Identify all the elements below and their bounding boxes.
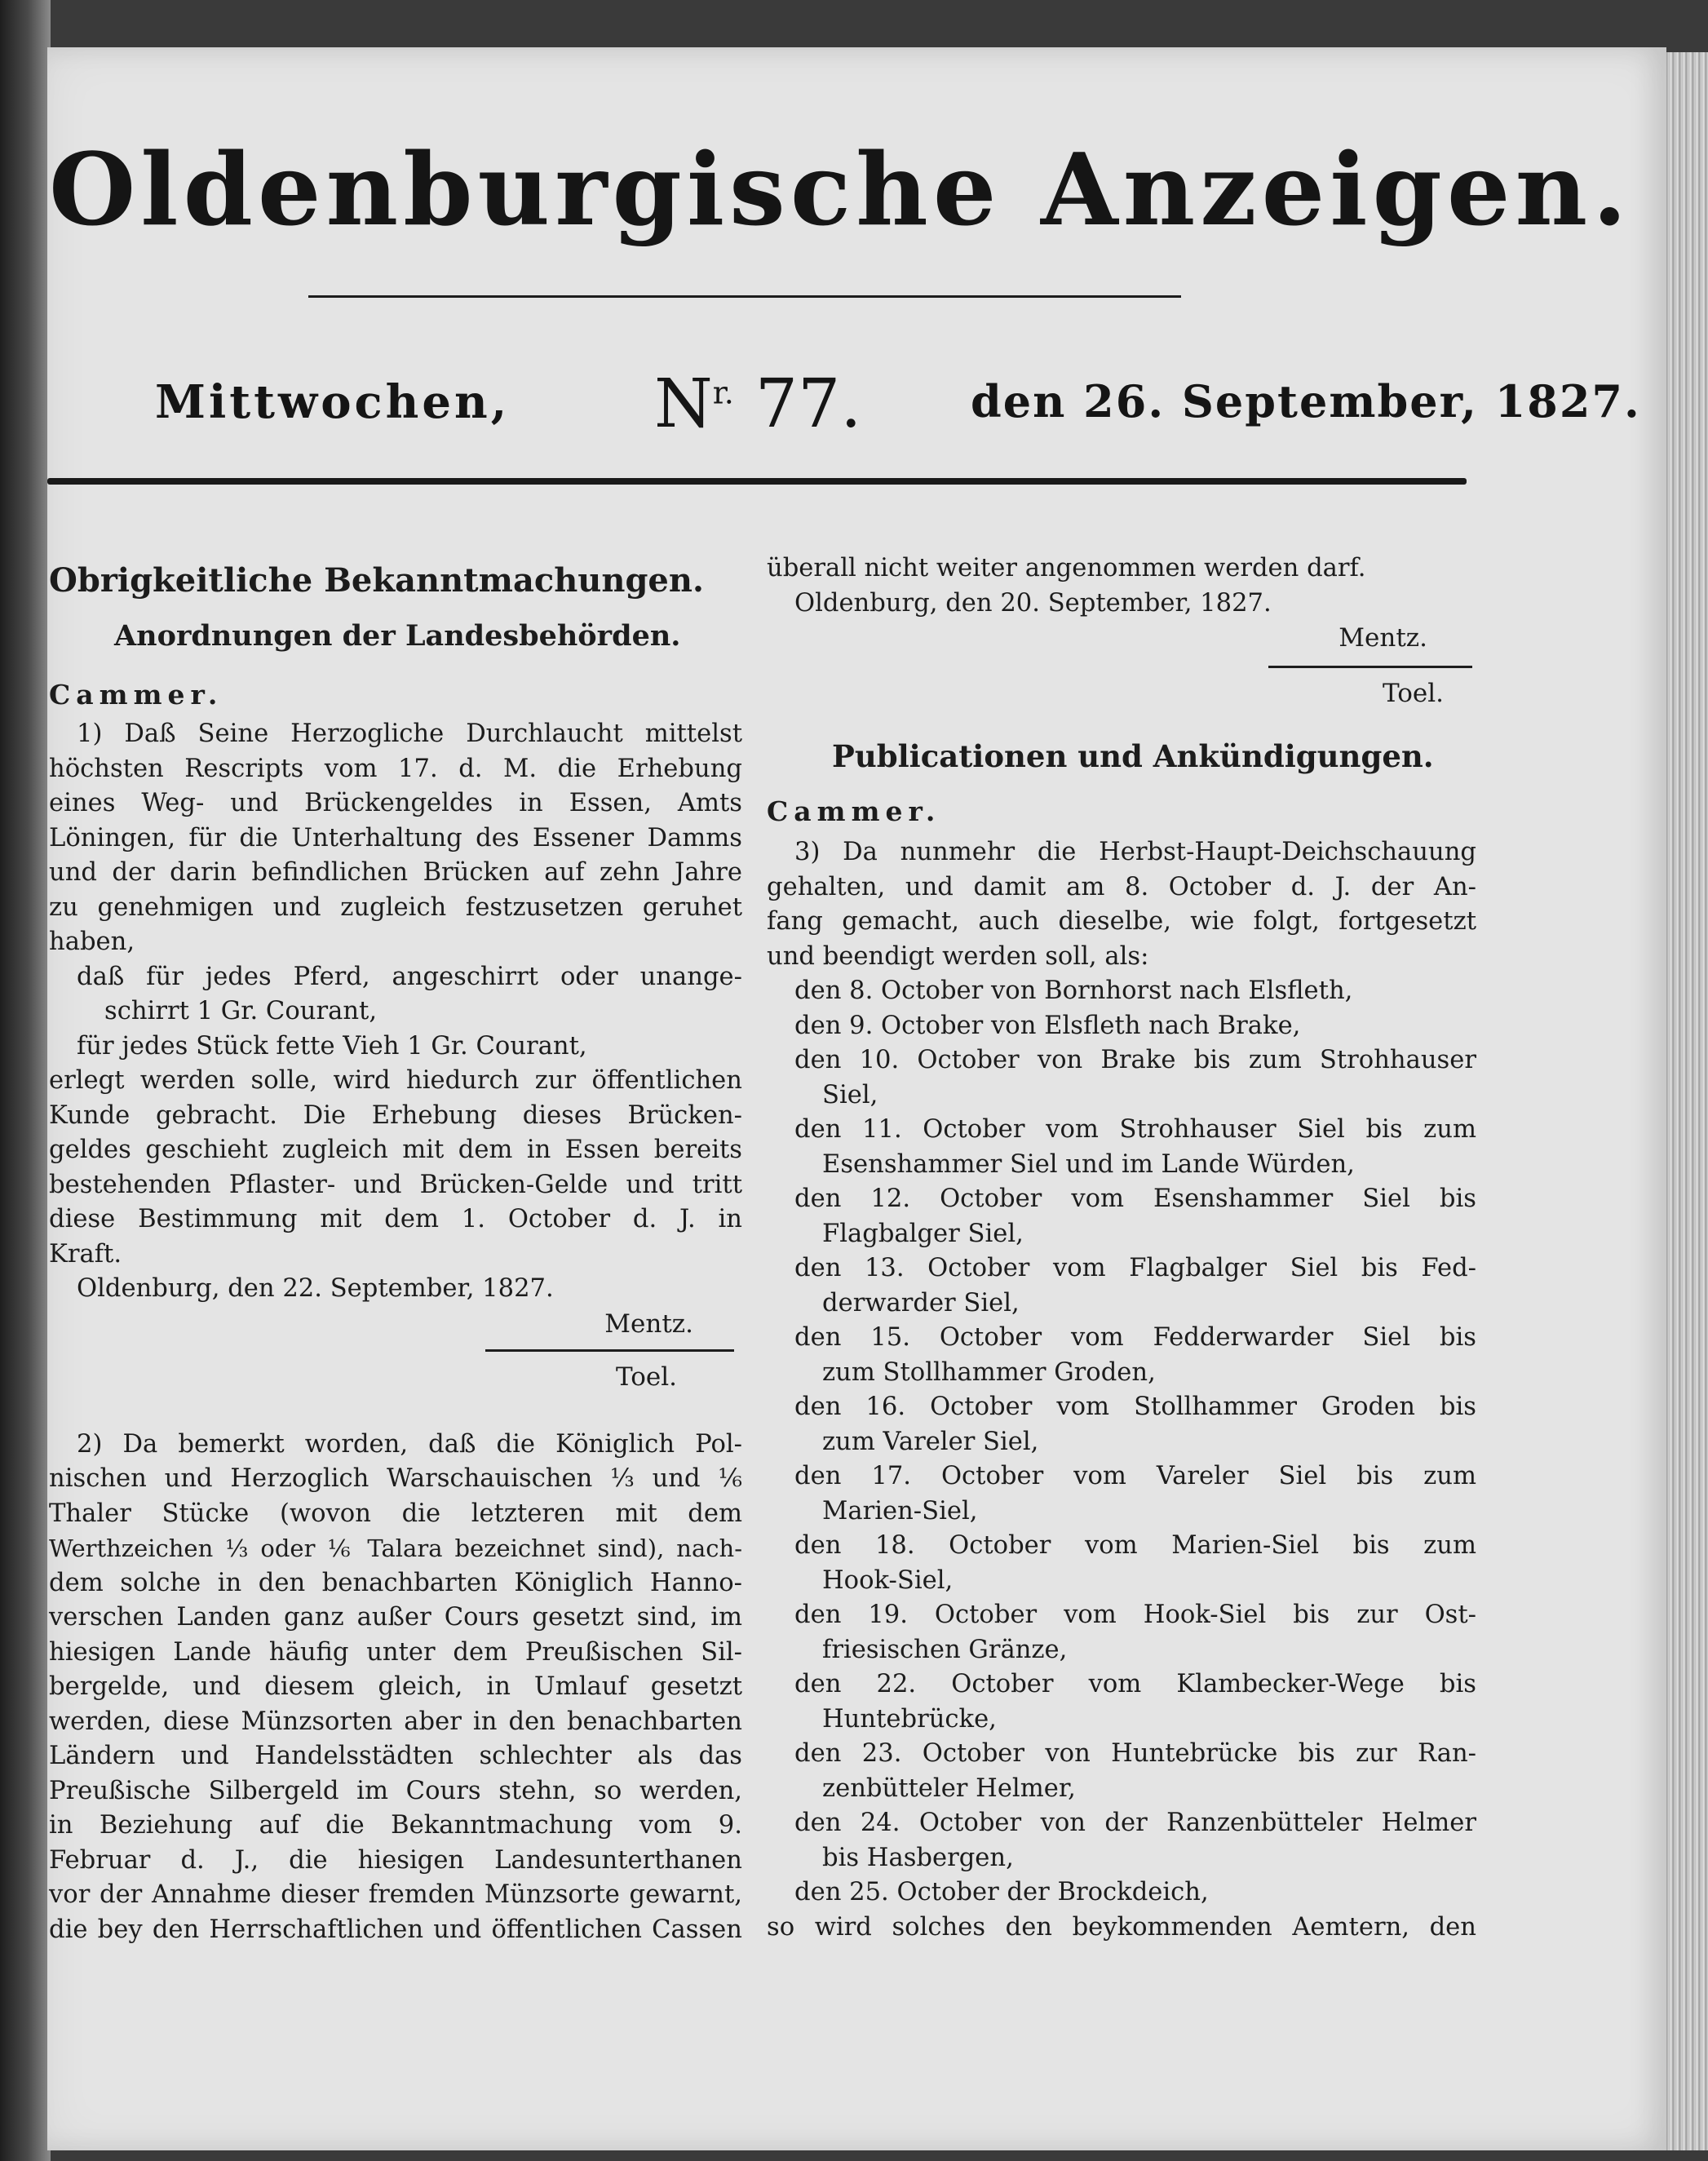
issue-line [155,365,1641,443]
notice-line: werden, diese Münzsorten aber in den benachbarten [49,1707,742,1736]
schedule-entry: den 23. October von Huntebrücke bis zur Ran- [794,1739,1476,1768]
place-date-right: Oldenburg, den 20. September, 1827. [794,588,1272,618]
notice-line: Thaler Stücke (wovon die letzteren mit dem [49,1499,742,1528]
section-title-official: Obrigkeitliche Bekanntmachungen. [49,561,704,600]
schedule-entry: den 13. October vom Flagbalger Siel bis Fed- [794,1254,1476,1282]
signer-mentz: Mentz. [604,1309,693,1339]
signature-rule [485,1349,734,1352]
notice-line: Februar d. J., die hiesigen Landesunterthanen [49,1845,742,1875]
notice-line: und beendigt werden soll, als: [767,941,1149,971]
notice-line: haben, [49,928,135,956]
schedule-entry: den 16. October vom Stollhammer Groden bis [794,1393,1476,1421]
signature-rule-right [1268,666,1472,668]
schedule-entry: den 22. October vom Klambecker-Wege bis [794,1670,1476,1698]
schedule-entry-continuation: Esenshammer Siel und im Lande Würden, [822,1149,1355,1179]
right-column [767,551,1476,1945]
signer-toel: Toel. [615,1362,677,1392]
schedule-entry-continuation: Siel, [822,1080,878,1109]
notice-line: erlegt werden solle, wird hiedurch zur öffentlichen [49,1066,742,1095]
continuation-line: überall nicht weiter angenommen werden darf. [767,554,1366,582]
notice-list-line: daß für jedes Pferd, angeschirrt oder unange- [77,962,742,991]
notice-line: 3) Da nunmehr die Herbst-Haupt-Deichschauung [794,838,1476,866]
schedule-entry: den 17. October vom Vareler Siel bis zum [794,1462,1476,1490]
notice-line: Kunde gebracht. Die Erhebung dieses Brücken- [49,1100,742,1130]
notice-line: Werthzeichen ⅓ oder ⅙ Talara bezeichnet sind), nach- [49,1534,742,1562]
signer-toel-right: Toel. [1382,678,1444,708]
notice-line: die bey den Herrschaftlichen und öffentlichen Cassen [49,1915,742,1944]
schedule-entry: den 8. October von Bornhorst nach Elsfleth, [794,976,1353,1005]
schedule-entry: den 25. October der Brockdeich, [794,1878,1209,1906]
schedule-entry: den 12. October vom Esenshammer Siel bis [794,1185,1476,1213]
schedule-entry: den 15. October vom Fedderwarder Siel bis [794,1323,1476,1352]
notice-line: hiesigen Lande häufig unter dem Preußischen Sil- [49,1637,742,1667]
notice-line: 2) Da bemerkt worden, daß die Königlich Pol- [77,1429,742,1459]
notice-line: verschen Landen ganz außer Cours gesetzt sind, im [49,1603,742,1632]
schedule-entry-continuation: bis Hasbergen, [822,1843,1014,1872]
notice-line: geldes geschieht zugleich mit dem in Essen bereits [49,1136,742,1164]
schedule-entry: den 11. October vom Strohhauser Siel bis zum [794,1115,1476,1144]
signer-mentz-right: Mentz. [1339,623,1427,653]
issue-number [654,365,861,443]
section-title-publications: Publicationen und Ankündigungen. [832,738,1434,774]
schedule-entry-continuation: Huntebrücke, [822,1704,997,1734]
notice-line: bestehenden Pflaster- und Brücken-Gelde und tritt [49,1170,742,1199]
notice-list-line: für jedes Stück fette Vieh 1 Gr. Courant, [77,1031,587,1061]
notice-line: nischen und Herzoglich Warschauischen ⅓ und ⅙ [49,1464,742,1493]
schedule-entry: den 19. October vom Hook-Siel bis zur Ost- [794,1601,1476,1629]
schedule-entry-continuation: Marien-Siel, [822,1496,978,1526]
kammer-heading-right: Cammer. [767,795,941,827]
inspection-schedule [767,974,1476,1911]
masthead-rule [308,295,1181,298]
schedule-entry-continuation: zenbütteler Helmer, [822,1774,1076,1803]
notice-line: bergelde, und diesem gleich, in Umlauf gesetzt [49,1672,742,1701]
notice-line: dem solche in den benachbarten Königlich Hanno- [49,1568,742,1597]
header-divider [47,478,1467,485]
schedule-entry-continuation: friesischen Gränze, [822,1635,1068,1664]
notice-line: Ländern und Handelsstädten schlechter als das [49,1742,742,1770]
issue-date: den 26. September, 1827. [971,375,1641,427]
place-date-1: Oldenburg, den 22. September, 1827. [77,1274,554,1303]
schedule-entry-continuation: zum Stollhammer Groden, [822,1357,1156,1387]
notice-1 [49,717,742,1395]
number-sup: r. [712,374,734,411]
number-prefix: N [654,365,713,443]
book-spine [0,0,51,2161]
notice-line: Kraft. [49,1239,122,1269]
issue-weekday: Mittwochen, [155,375,511,429]
schedule-entry-continuation: Flagbalger Siel, [822,1219,1024,1248]
masthead-title: Oldenburgische Anzeigen. [49,131,1632,248]
notice-list-line: schirrt 1 Gr. Courant, [104,997,378,1025]
schedule-entry-continuation: zum Vareler Siel, [822,1427,1039,1456]
notice-line: Preußische Silbergeld im Cours stehn, so werden, [49,1776,742,1805]
notice-line: diese Bestimmung mit dem 1. October d. J. in [49,1205,742,1233]
closing-line: so wird solches den beykommenden Aemtern, den [767,1912,1476,1942]
notice-2 [49,1428,742,1948]
notice-line: in Beziehung auf die Bekanntmachung vom 9. [49,1811,742,1840]
schedule-entry: den 18. October vom Marien-Siel bis zum [794,1531,1476,1560]
left-column [49,561,742,1947]
notice-line: vor der Annahme dieser fremden Münzsorte gewarnt, [49,1880,742,1909]
notice-line: Löningen, für die Unterhaltung des Essener Damms [49,823,742,852]
number-value: 77. [754,365,862,443]
notice-line: 1) Daß Seine Herzogliche Durchlaucht mittelst [77,720,742,748]
schedule-entry-continuation: derwarder Siel, [822,1288,1020,1317]
notice-line: fang gemacht, auch dieselbe, wie folgt, fortgesetzt [767,907,1476,936]
notice-3 [767,835,1476,974]
subsection-title-authorities: Anordnungen der Landesbehörden. [114,619,681,653]
notice-line: eines Weg- und Brückengeldes in Essen, Amts [49,789,742,817]
schedule-entry: den 9. October von Elsfleth nach Brake, [794,1011,1301,1040]
notice-line: höchsten Rescripts vom 17. d. M. die Erhebung [49,754,742,783]
schedule-entry: den 10. October von Brake bis zum Strohhauser [794,1046,1476,1074]
schedule-entry: den 24. October von der Ranzenbütteler Helmer [794,1809,1476,1837]
kammer-heading: Cammer. [49,679,223,711]
notice-line: gehalten, und damit am 8. October d. J. der An- [767,872,1476,901]
notice-line: und der darin befindlichen Brücken auf zehn Jahre [49,858,742,887]
schedule-entry-continuation: Hook-Siel, [822,1565,954,1595]
notice-line: zu genehmigen und zugleich festzusetzen geruhet [49,892,742,922]
